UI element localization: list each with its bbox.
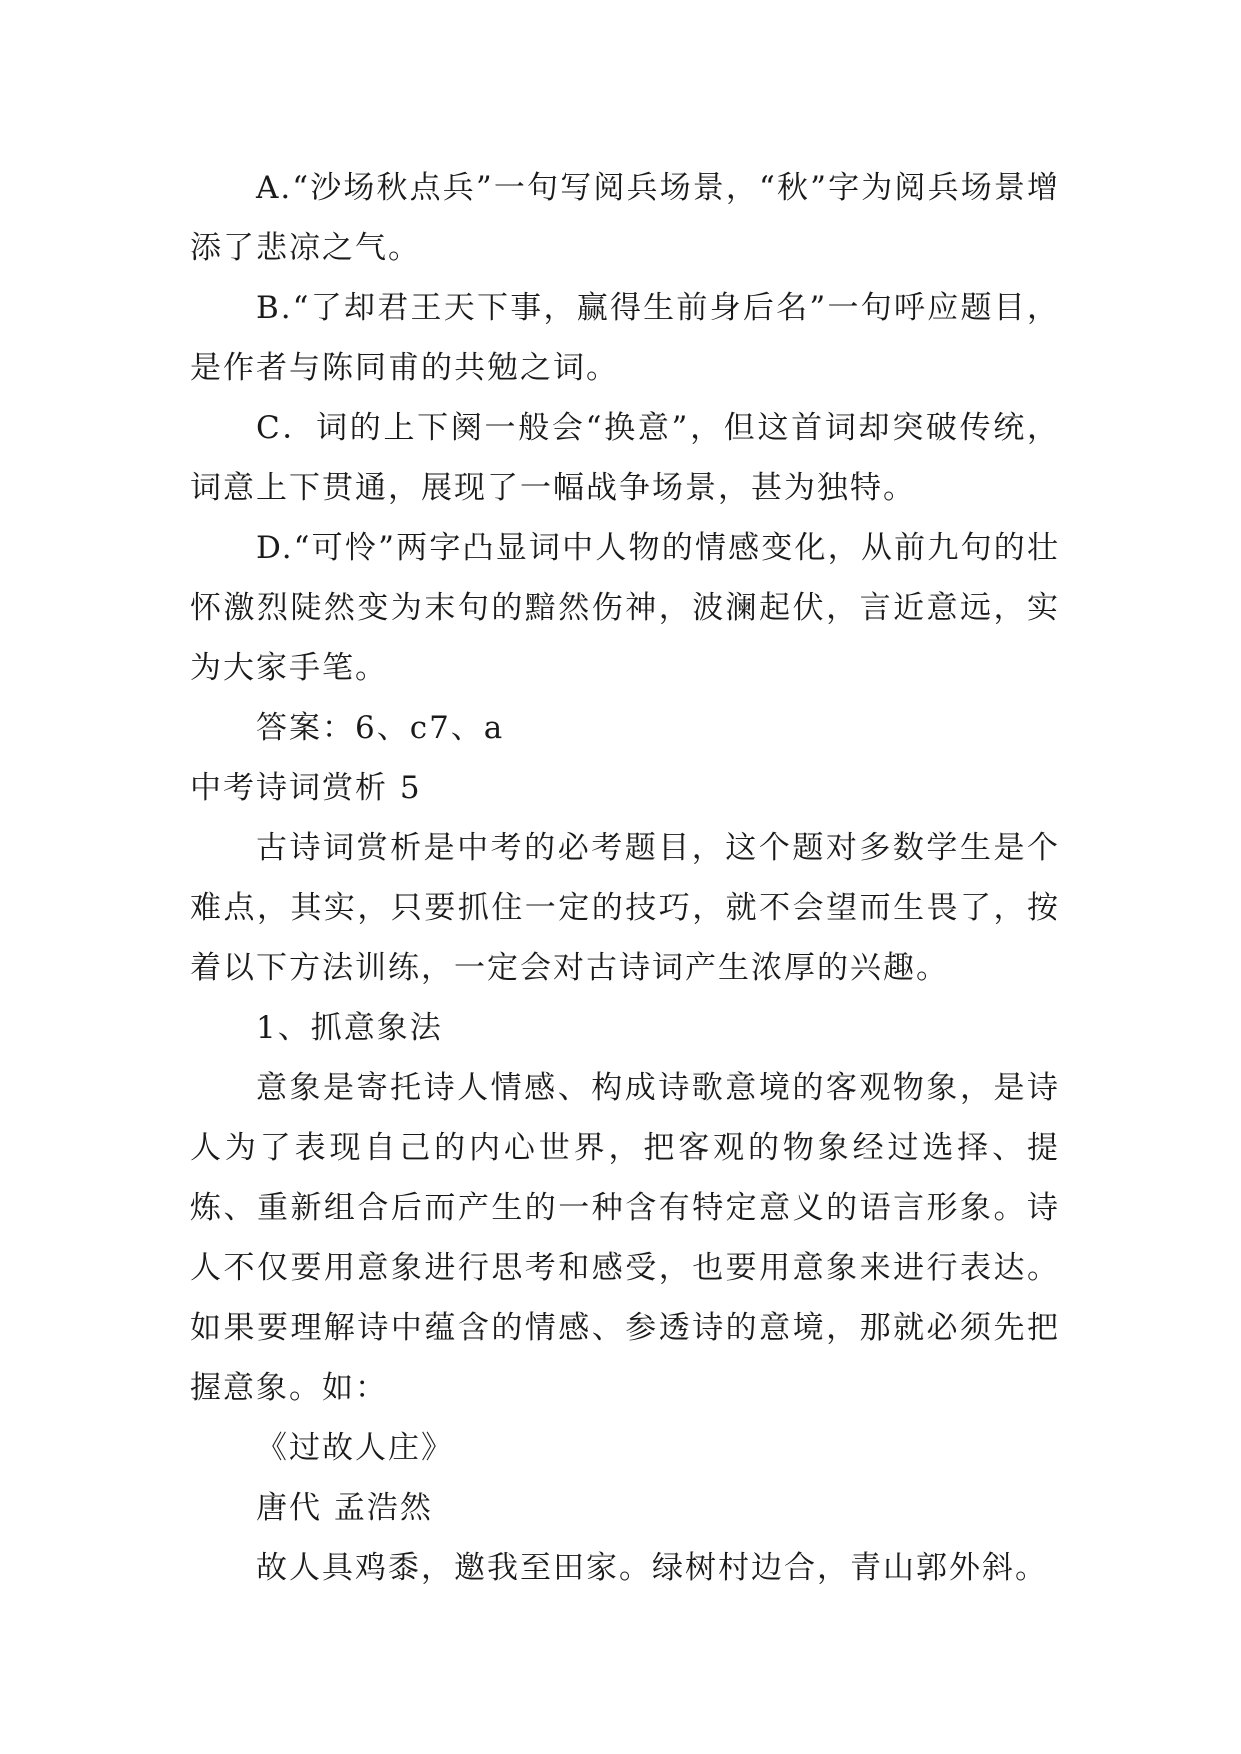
document-body [190,158,1060,1598]
option-b-paragraph: B.“了却君王天下事，赢得生前身后名”一句呼应题目，是作者与陈同甫的共勉之词。 [190,290,1060,386]
poem-line: 故人具鸡黍，邀我至田家。绿树村边合，青山郭外斜。 [256,1550,1048,1586]
section-heading: 中考诗词赏析 5 [190,770,422,806]
option-c-paragraph: C．词的上下阕一般会“换意”，但这首词却突破传统，词意上下贯通，展现了一幅战争场景，甚为独特。 [190,410,1060,506]
option-a-paragraph: A.“沙场秋点兵”一句写阅兵场景，“秋”字为阅兵场景增添了悲凉之气。 [190,170,1060,266]
answer-paragraph: 答案：6、c7、a [256,710,505,746]
intro-paragraph: 古诗词赏析是中考的必考题目，这个题对多数学生是个难点，其实，只要抓住一定的技巧，就不会望而生畏了，按着以下方法训练，一定会对古诗词产生浓厚的兴趣。 [190,830,1060,986]
method-title: 1、抓意象法 [256,1010,443,1046]
poem-author: 唐代 孟浩然 [256,1490,433,1526]
option-d-paragraph: D.“可怜”两字凸显词中人物的情感变化，从前九句的壮怀激烈陡然变为末句的黯然伤神，波澜起伏，言近意远，实为大家手笔。 [190,530,1060,686]
poem-title: 《过故人庄》 [256,1430,454,1466]
method-paragraph: 意象是寄托诗人情感、构成诗歌意境的客观物象，是诗人为了表现自己的内心世界，把客观的物象经过选择、提炼、重新组合后而产生的一种含有特定意义的语言形象。诗人不仅要用意象进行思考和感受，也要用意象来进行表达。如果要理解诗中蕴含的情感、参透诗的意境，那就必须先把握意象。如： [190,1070,1060,1406]
